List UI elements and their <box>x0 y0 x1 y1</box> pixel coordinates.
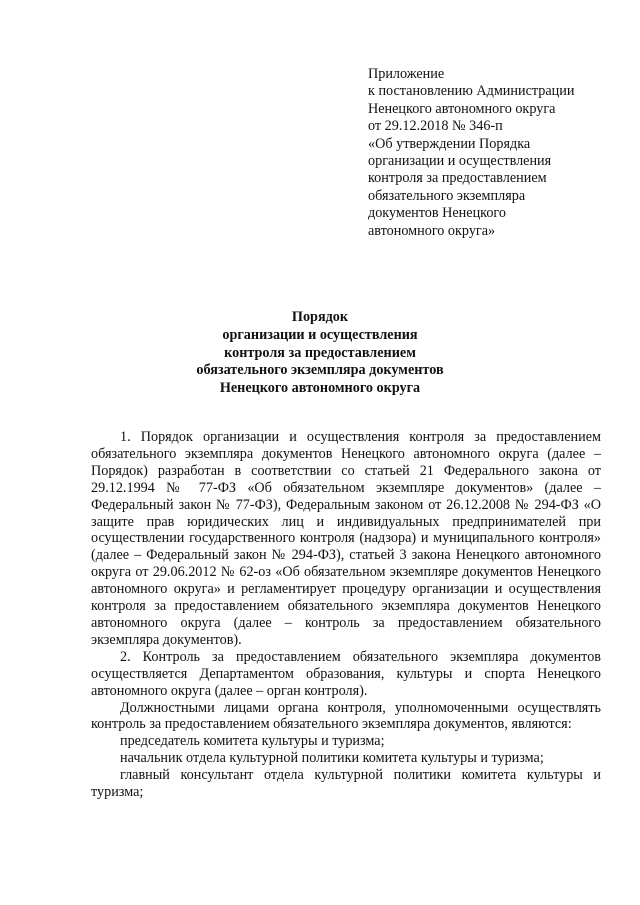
list-item: главный консультант отдела культурной политики комитета культуры и туризма; <box>91 767 601 801</box>
appendix-line: организации и осуществления <box>368 153 552 170</box>
paragraph-1: 1. Порядок организации и осуществления контроля за предоставлением обязательного экземпляра документов Ненецкого автономного округа (далее – Порядок) разработан в соответствии со статьей 21 Федерального закона от 29.12.1994 № 77-ФЗ «Об обязательном экземпляре документов» (далее – Федеральный закон № 77-ФЗ), Федеральным законом от 26.12.2008 № 294-ФЗ «О защите прав юридических лиц и индивидуальных предпринимателей при осуществлении государственного контроля (надзора) и муниципального контроля» (далее – Федеральный закон № 294-ФЗ), статьей 3 закона Ненецкого автономного округа от 29.06.2012 № 62-оз «Об обязательном экземпляре документов Ненецкого автономного округа» и регламентирует процедуру организации и осуществления контроля за предоставлением обязательного экземпляра документов Ненецкого автономного округа (далее – контроль за предоставлением обязательного экземпляра документов). <box>91 429 601 648</box>
appendix-line: к постановлению Администрации <box>368 83 575 100</box>
title-line: Порядок <box>291 309 349 325</box>
title-line: обязательного экземпляра документов <box>196 362 444 379</box>
appendix-line: автономного округа» <box>368 222 496 239</box>
list-item: председатель комитета культуры и туризма; <box>120 733 385 750</box>
title-line: Ненецкого автономного округа <box>219 380 421 397</box>
appendix-line: обязательного экземпляра <box>368 187 526 204</box>
document-body <box>91 429 601 801</box>
title-line: организации и осуществления <box>222 326 418 343</box>
title-line: контроля за предоставлением <box>224 344 416 361</box>
appendix-block <box>368 66 618 240</box>
appendix-line: документов Ненецкого <box>368 205 506 222</box>
appendix-line: Ненецкого автономного округа <box>368 100 556 117</box>
paragraph-2: 2. Контроль за предоставлением обязательного экземпляра документов осуществляется Департаментом образования, культуры и спорта Ненецкого автономного округа (далее – орган контроля). <box>91 648 601 699</box>
paragraph-officials: Должностными лицами органа контроля, уполномоченными осуществлять контроль за предоставлением обязательного экземпляра документов, являются: <box>91 699 601 733</box>
document-title <box>60 309 580 398</box>
appendix-line: Приложение <box>368 66 445 82</box>
list-item: начальник отдела культурной политики комитета культуры и туризма; <box>120 750 544 767</box>
appendix-line: контроля за предоставлением <box>368 170 547 187</box>
appendix-line: «Об утверждении Порядка <box>368 135 531 152</box>
appendix-line: от 29.12.2018 № 346-п <box>368 118 503 135</box>
